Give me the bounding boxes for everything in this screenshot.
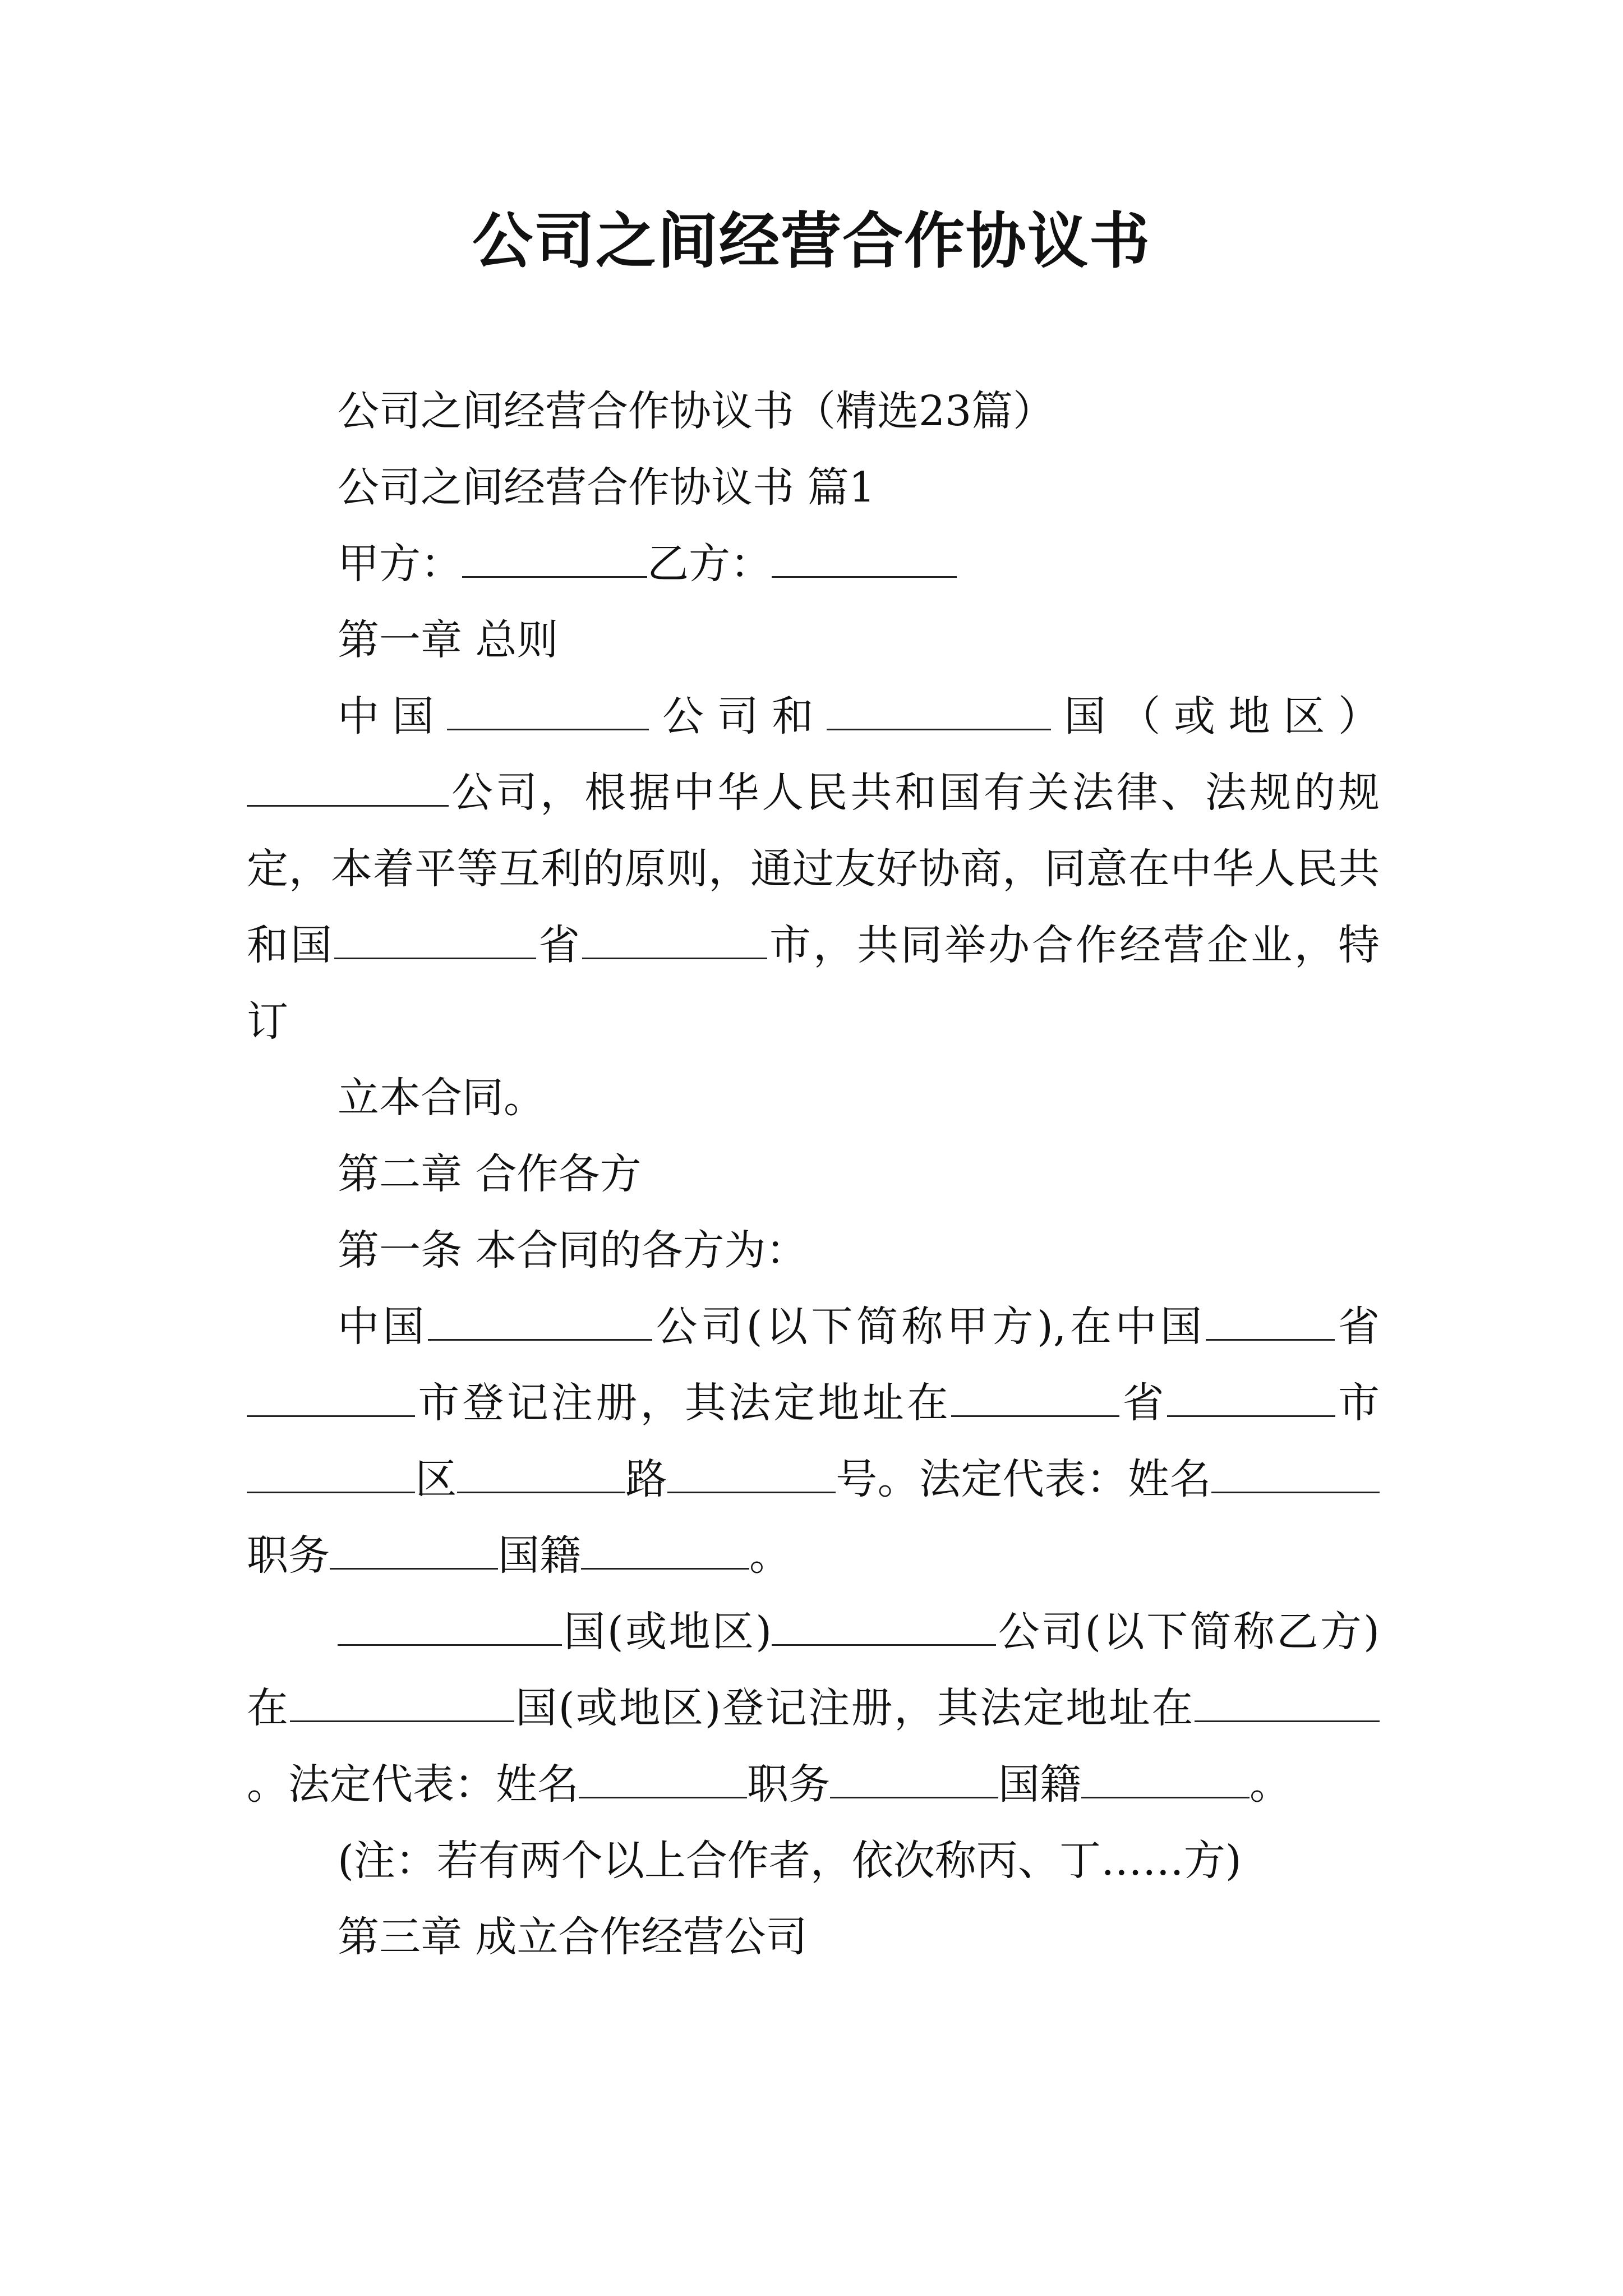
blank bbox=[581, 1529, 749, 1570]
p1-text-d: 公司，根据中华人民共和国有关法律、法规的规定，本着平等互利的原则，通过友好协商，同意在中华人民共和国 bbox=[247, 769, 1380, 969]
blank bbox=[830, 1757, 998, 1798]
p2-text-f: 市 bbox=[1335, 1379, 1380, 1427]
party-a-label: 甲方： bbox=[338, 540, 462, 588]
p2-text-i: 号。法定代表：姓名 bbox=[835, 1455, 1212, 1503]
party-b-blank bbox=[772, 537, 957, 578]
blank bbox=[247, 1452, 415, 1493]
article-1-heading: 第一条 本合同的各方为： bbox=[338, 1226, 808, 1274]
note-line: (注：若有两个以上合作者，依次称丙、丁……方) bbox=[338, 1837, 1242, 1885]
p1-text-c: 国（或地区） bbox=[1051, 692, 1380, 740]
blank bbox=[827, 689, 1051, 730]
blank bbox=[447, 689, 649, 730]
p3-text-e: 职务 bbox=[747, 1760, 830, 1809]
chapter-1-heading: 第一章 总则 bbox=[338, 616, 559, 664]
p2-text-b: 公司(以下简称甲方),在中国 bbox=[652, 1303, 1206, 1351]
blank bbox=[330, 1529, 498, 1570]
p1-text-a: 中国 bbox=[338, 692, 448, 740]
blank bbox=[772, 1605, 996, 1646]
blank bbox=[334, 918, 536, 959]
document-title: 公司之间经营合作协议书 bbox=[472, 206, 1151, 277]
blank bbox=[579, 1757, 747, 1798]
blank bbox=[1211, 1452, 1380, 1493]
blank bbox=[951, 1376, 1119, 1417]
p2-text-h: 路 bbox=[625, 1455, 667, 1503]
p1-text-b: 公司和 bbox=[649, 692, 827, 740]
p3-text-a: 国(或地区) bbox=[562, 1608, 772, 1656]
party-b-label: 乙方： bbox=[647, 540, 772, 588]
blank bbox=[247, 766, 449, 807]
p2-text-g: 区 bbox=[415, 1455, 457, 1503]
chapter-3-heading: 第三章 成立合作经营公司 bbox=[338, 1913, 808, 1961]
blank bbox=[338, 1605, 562, 1646]
paragraph-party-a bbox=[247, 1289, 1380, 1594]
p3-text-g: 。 bbox=[1249, 1760, 1291, 1809]
paragraph-general-provisions bbox=[247, 678, 1380, 1060]
blank bbox=[582, 918, 767, 959]
blank bbox=[1081, 1757, 1249, 1798]
p1-closing-line: 立本合同。 bbox=[338, 1074, 545, 1122]
blank bbox=[290, 1681, 514, 1722]
p2-text-j: 职务 bbox=[247, 1531, 330, 1580]
p2-text-a: 中国 bbox=[338, 1303, 428, 1351]
blank bbox=[1195, 1681, 1380, 1722]
p1-text-f: 市，共同举办合作经营企业，特订 bbox=[247, 921, 1380, 1046]
p2-text-c: 省 bbox=[1334, 1303, 1380, 1351]
chapter-2-heading: 第二章 合作各方 bbox=[338, 1150, 642, 1198]
p3-text-d: 。法定代表：姓名 bbox=[247, 1760, 579, 1809]
blank bbox=[667, 1452, 836, 1493]
p1-text-e: 省 bbox=[536, 921, 582, 969]
p3-text-f: 国籍 bbox=[998, 1760, 1081, 1809]
p3-text-b: 公司(以下简称乙方)在 bbox=[247, 1608, 1380, 1732]
party-a-blank bbox=[462, 537, 647, 578]
section-label-line: 公司之间经营合作协议书 篇1 bbox=[338, 463, 875, 512]
parties-line bbox=[247, 526, 1380, 602]
p2-text-d: 市登记注册，其法定地址在 bbox=[415, 1379, 952, 1427]
blank bbox=[428, 1300, 652, 1341]
blank bbox=[247, 1376, 415, 1417]
p2-text-e: 省 bbox=[1119, 1379, 1167, 1427]
p2-text-k: 国籍 bbox=[498, 1531, 581, 1580]
blank bbox=[1167, 1376, 1335, 1417]
blank bbox=[457, 1452, 625, 1493]
blank bbox=[1206, 1300, 1335, 1341]
p2-text-l: 。 bbox=[749, 1531, 791, 1580]
p3-text-c: 国(或地区)登记注册，其法定地址在 bbox=[514, 1684, 1195, 1732]
paragraph-party-b bbox=[247, 1594, 1380, 1823]
subtitle-line: 公司之间经营合作协议书（精选23篇） bbox=[338, 387, 1055, 435]
document-body bbox=[247, 373, 1380, 1975]
